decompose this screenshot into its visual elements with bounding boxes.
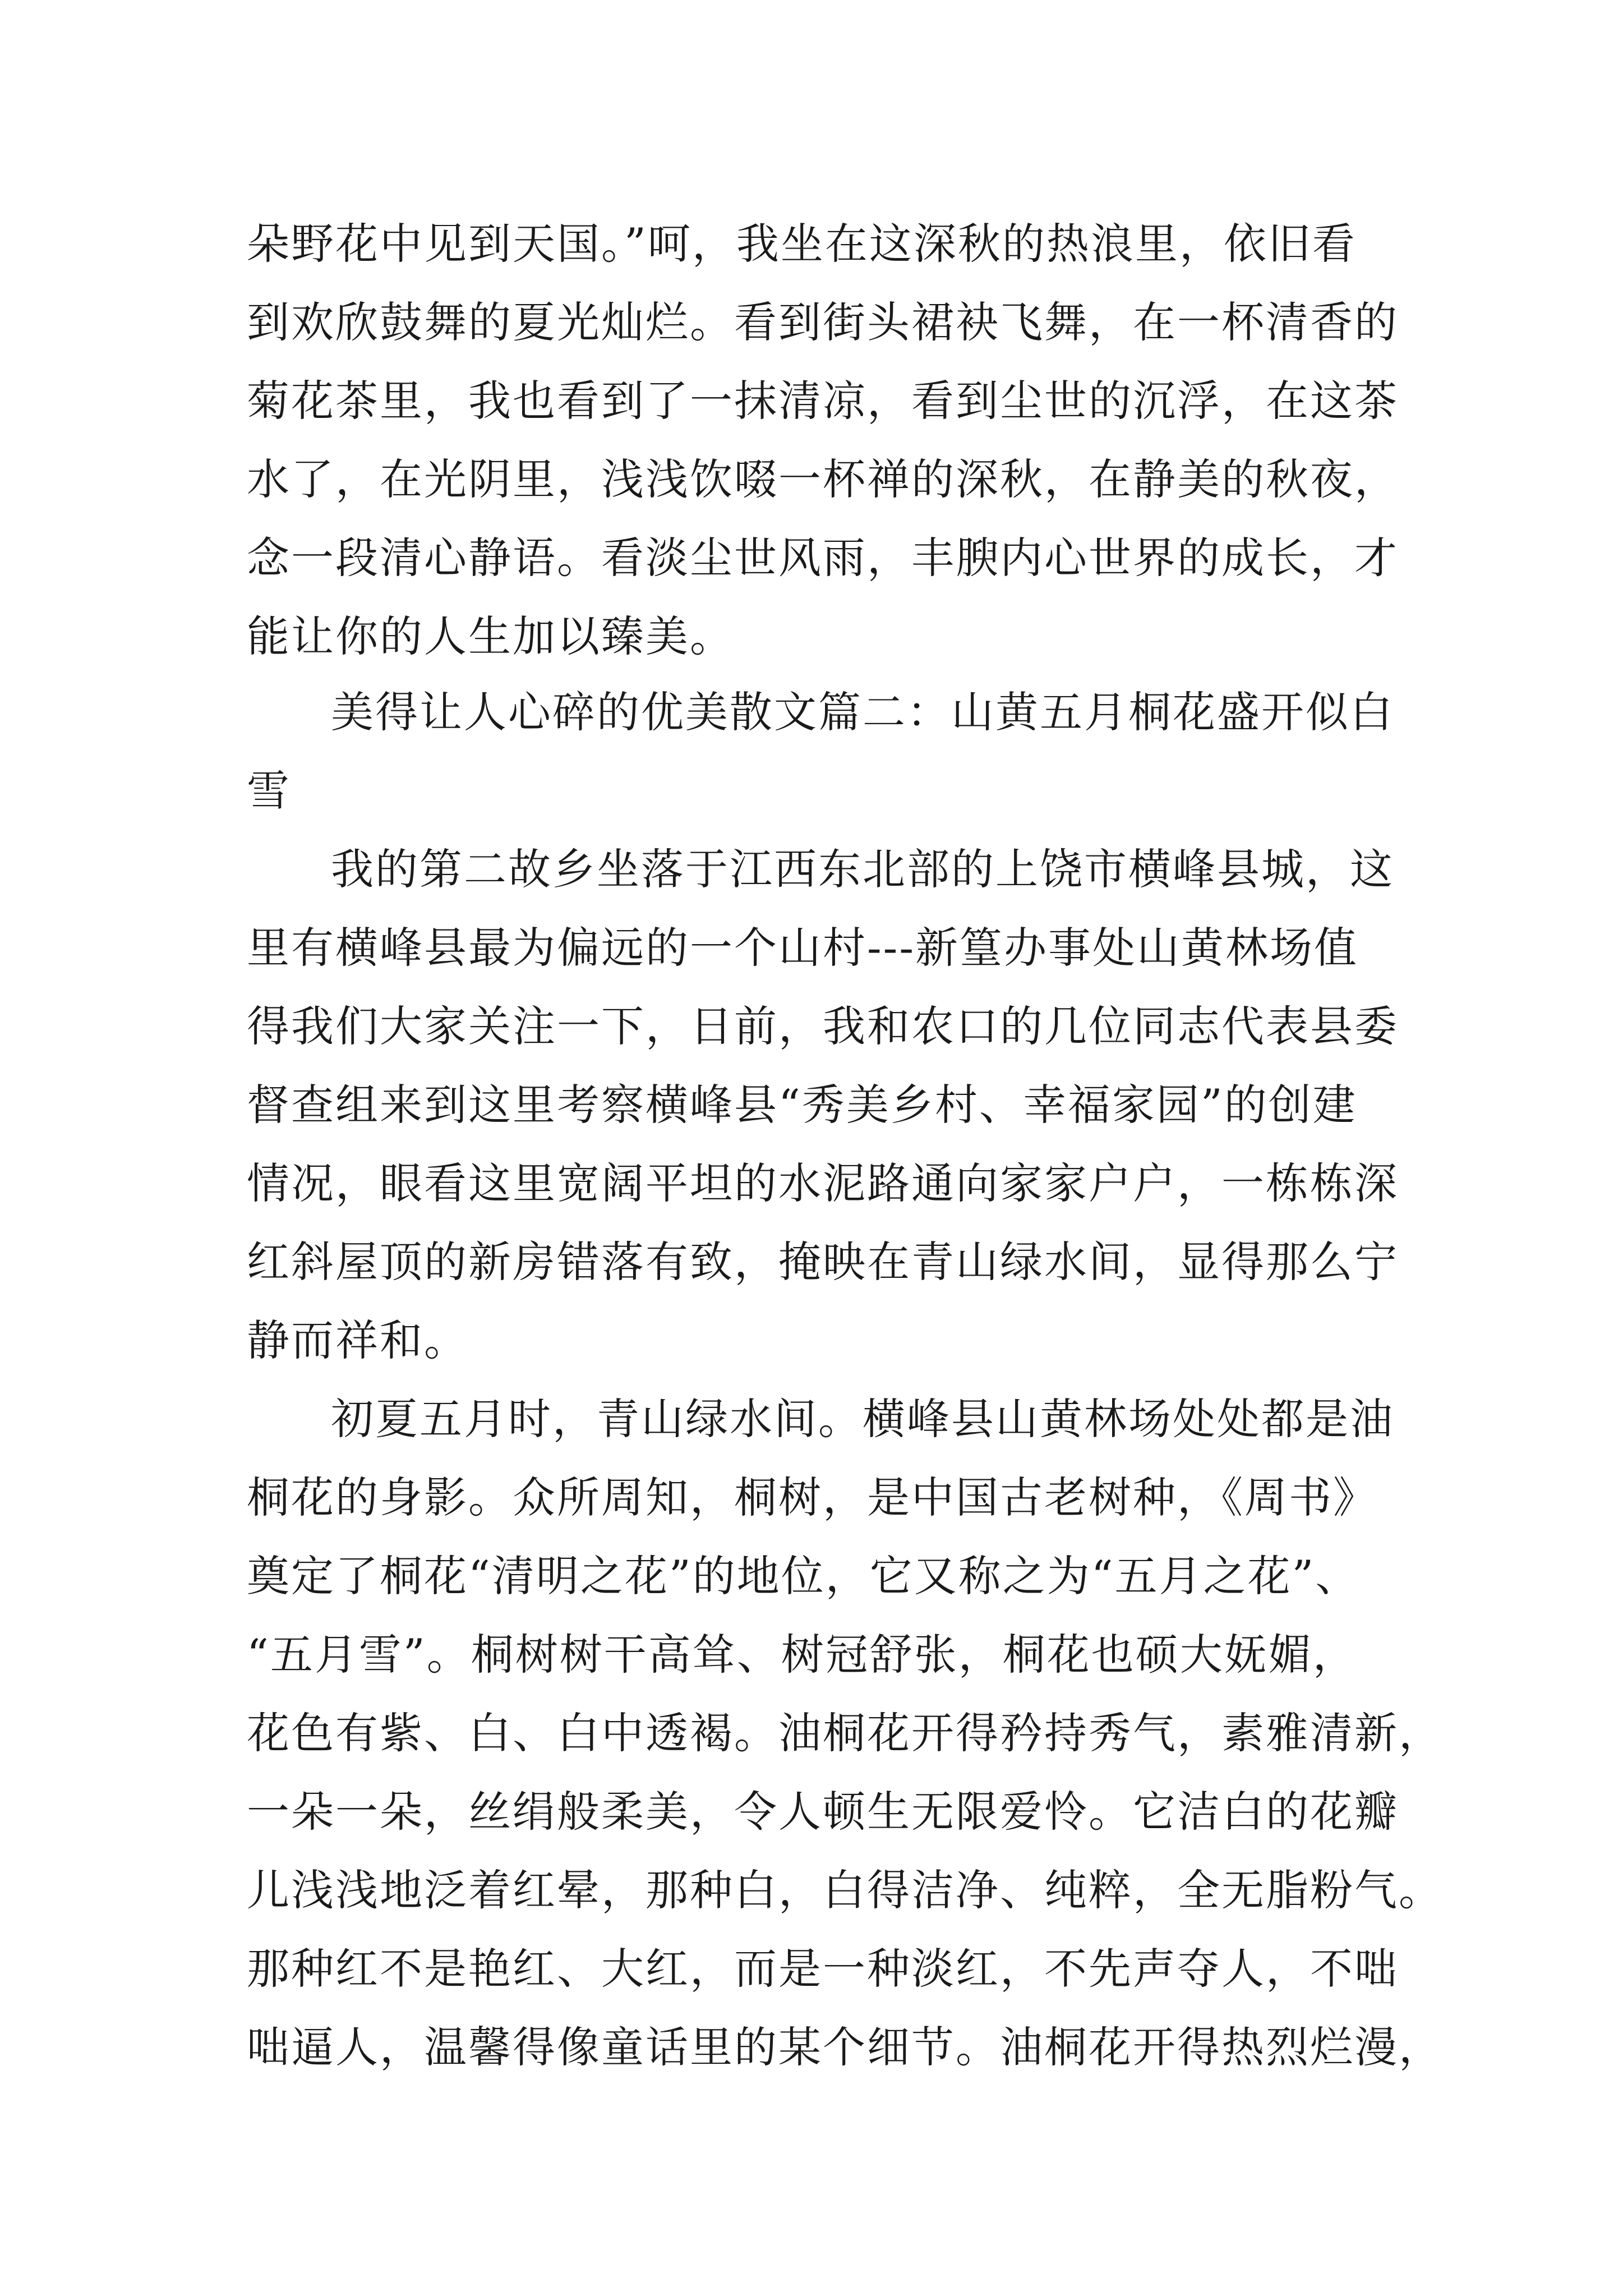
- text-line: 奠定了桐花“清明之花”的地位，它又称之为“五月之花”、: [247, 1551, 1360, 1601]
- text-line: 花色有紫、白、白中透褐。油桐花开得矜持秀气，素雅清新，: [247, 1708, 1443, 1758]
- text-line: 念一段清心静语。看淡尘世风雨，丰腴内心世界的成长，才: [247, 533, 1399, 583]
- text-line: 得我们大家关注一下，日前，我和农口的几位同志代表县委: [247, 1001, 1399, 1051]
- text-line: 我的第二故乡坐落于江西东北部的上饶市横峰县城，这: [331, 844, 1394, 894]
- text-line: 督查组来到这里考察横峰县“秀美乡村、幸福家园”的创建: [247, 1080, 1357, 1130]
- text-line: 水了，在光阴里，浅浅饮啜一杯禅的深秋，在静美的秋夜，: [247, 454, 1399, 504]
- text-line: 里有横峰县最为偏远的一个山村---新篁办事处山黄林场值: [247, 923, 1359, 973]
- text-line: 静而祥和。: [247, 1315, 468, 1365]
- text-line: 桐花的身影。众所周知，桐树，是中国古老树种，《周书》: [247, 1473, 1377, 1522]
- text-line: 一朵一朵，丝绢般柔美，令人顿生无限爱怜。它洁白的花瓣: [247, 1787, 1399, 1837]
- text-line: 那种红不是艳红、大红，而是一种淡红，不先声夺人，不咄: [247, 1944, 1399, 1994]
- text-line: 到欢欣鼓舞的夏光灿烂。看到街头裙袂飞舞，在一杯清香的: [247, 297, 1399, 347]
- text-line: 能让你的人生加以臻美。: [247, 611, 734, 661]
- text-line: 红斜屋顶的新房错落有致，掩映在青山绿水间，显得那么宁: [247, 1237, 1399, 1287]
- text-line: “五月雪”。桐树树干高耸、树冠舒张，桐花也硕大妩媚，: [247, 1630, 1357, 1680]
- text-line: 朵野花中见到天国。”呵，我坐在这深秋的热浪里，依旧看: [247, 219, 1357, 269]
- text-line: 初夏五月时，青山绿水间。横峰县山黄林场处处都是油: [331, 1394, 1394, 1444]
- text-line: 菊花茶里，我也看到了一抹清凉，看到尘世的沉浮，在这茶: [247, 376, 1399, 426]
- text-line: 情况，眼看这里宽阔平坦的水泥路通向家家户户，一栋栋深: [247, 1158, 1399, 1208]
- section-heading-line: 美得让人心碎的优美散文篇二：山黄五月桐花盛开似白: [331, 687, 1394, 737]
- text-line: 儿浅浅地泛着红晕，那种白，白得洁净、纯粹，全无脂粉气。: [247, 1865, 1443, 1915]
- section-heading-line: 雪: [247, 766, 291, 816]
- text-line: 咄逼人，温馨得像童话里的某个细节。油桐花开得热烈烂漫，: [247, 2022, 1443, 2072]
